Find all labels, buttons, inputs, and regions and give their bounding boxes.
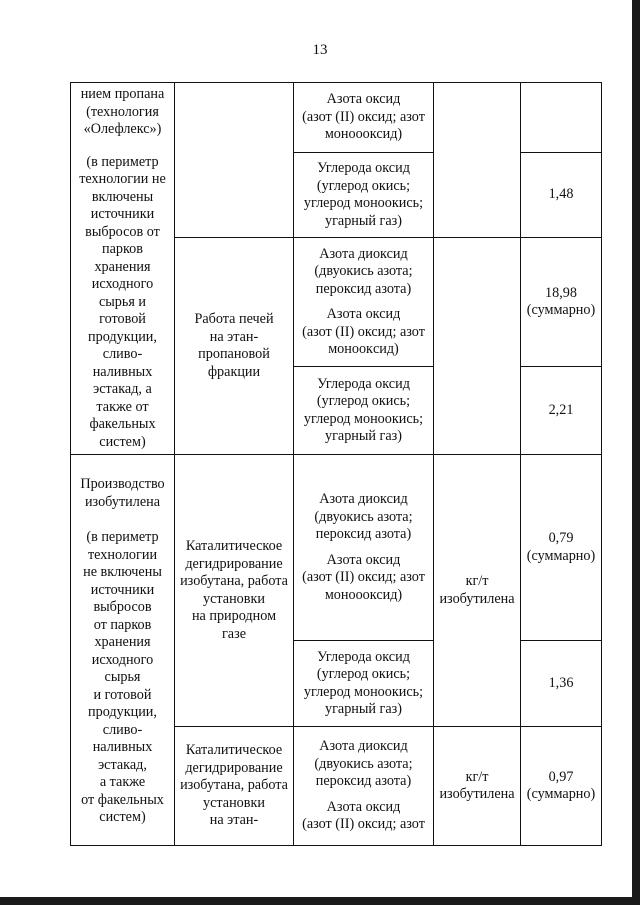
scan-bottom-edge (0, 897, 640, 905)
value-cell (521, 367, 601, 454)
source-text: Каталитическое дегидрирование изобутана, работа установки на природном газе (180, 538, 288, 642)
value-cell (521, 641, 601, 726)
value-text: 0,79 (суммарно) (526, 530, 596, 564)
pollutant-text: Углерода оксид (углерод окись; углерод моноокись; угарный газ) (303, 375, 424, 444)
pollutant-text: Азота оксид (азот (II) оксид; азот (302, 798, 425, 833)
value-text: 1,48 (548, 186, 574, 203)
pollutant-text: Азота оксид (азот (II) оксид; азот моноооксид) (302, 91, 425, 143)
unit-text: кг/т изобутилена (439, 573, 515, 607)
process-name: Производство изобутилена (80, 476, 165, 510)
perimeter-note: (в периметр технологии не включены источники выбросов от парков хранения исходного сырья и готовой продукции, сливо- наливных эстакад, а также от факельных систем) (81, 529, 164, 825)
source-cell (175, 238, 293, 454)
perimeter-note: (в периметр технологии не включены источники выбросов от парков хранения исходного сырья и готовой продукции, сливо- наливных эстакад, а также от факельных систем) (79, 153, 166, 450)
pollutant-text: Азота оксид (азот (II) оксид; азот моноокcид) (302, 306, 425, 357)
pollutant-text: Углерода оксид (углерод окись; углерод моноокись; угарный газ) (303, 160, 424, 229)
source-text: Работа печей на этан- пропановой фракции (194, 311, 274, 380)
value-cell (521, 238, 601, 366)
pollutant-cell (294, 367, 433, 454)
pollutant-text: Азота оксид (азот (II) оксид; азот моноооксид) (302, 551, 425, 603)
value-cell (521, 153, 601, 237)
value-cell (521, 727, 601, 845)
value-text: 1,36 (548, 674, 574, 691)
process-cell-propane (71, 86, 174, 451)
pollutant-cell (294, 153, 433, 237)
pollutant-text: Азота диоксид (двуокись азота; пероксид азота) (314, 738, 413, 790)
value-cell (521, 455, 601, 640)
pollutant-cell (294, 238, 433, 366)
unit-text: кг/т изобутилена (439, 768, 515, 802)
process-name: нием пропана (технология «Олефлекс») (80, 86, 165, 137)
pollutant-cell (294, 83, 433, 152)
value-text: 18,98 (суммарно) (526, 284, 596, 318)
source-text: Каталитическое дегидрирование изобутана, работа установки на этан- (180, 742, 288, 829)
value-text: 0,97 (суммарно) (526, 768, 596, 802)
unit-cell (434, 727, 520, 845)
pollutant-text: Азота диоксид (двуокись азота; пероксид азота) (314, 245, 413, 297)
source-cell (175, 727, 293, 845)
process-cell-isobutylene (71, 476, 174, 845)
pollutant-cell (294, 727, 433, 845)
scan-edge (632, 0, 640, 905)
pollutant-text: Углерода оксид (углерод окись; углерод моноокись; угарный газ) (303, 648, 424, 717)
value-text: 2,21 (548, 401, 574, 418)
unit-cell (434, 455, 520, 726)
pollutant-cell (294, 455, 433, 640)
source-cell (175, 455, 293, 726)
pollutant-text: Азота диоксид (двуокись азота; пероксид азота) (314, 491, 413, 542)
page-number: 13 (312, 42, 328, 58)
pollutant-cell (294, 641, 433, 726)
